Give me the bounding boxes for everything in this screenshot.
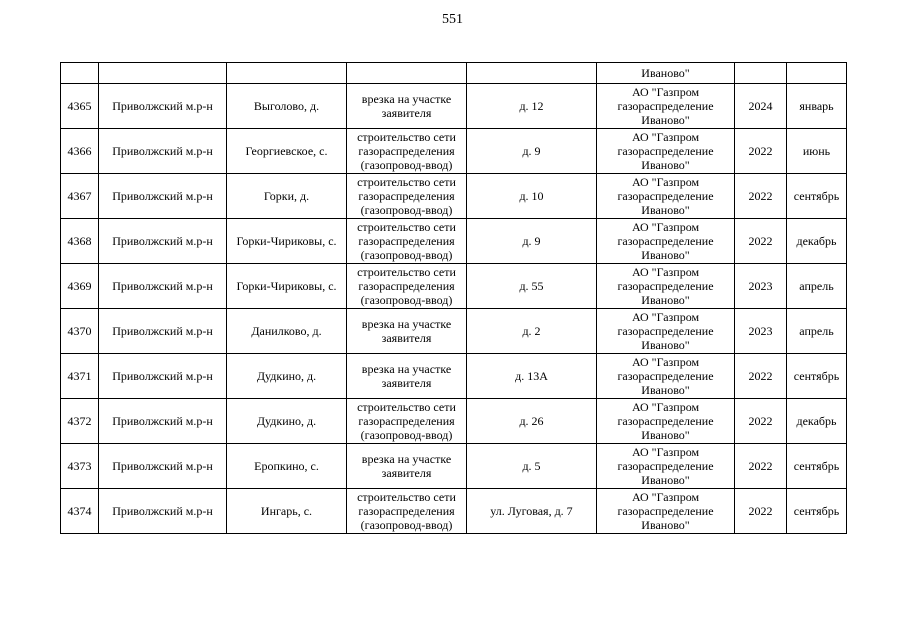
cell-settlement: Еропкино, с.: [227, 444, 347, 489]
cell-work: строительство сети газораспределения (газопровод-ввод): [347, 219, 467, 264]
cell-operator: АО "Газпром газораспределение Иваново": [597, 444, 735, 489]
cell-operator: АО "Газпром газораспределение Иваново": [597, 174, 735, 219]
cell-settlement: Данилково, д.: [227, 309, 347, 354]
cell-month: сентябрь: [787, 174, 847, 219]
cell-num: 4368: [61, 219, 99, 264]
cell-operator: АО "Газпром газораспределение Иваново": [597, 489, 735, 534]
table-row: [61, 264, 847, 309]
cell-address: д. 5: [467, 444, 597, 489]
cell-work: строительство сети газораспределения (газопровод-ввод): [347, 129, 467, 174]
cell-num: 4374: [61, 489, 99, 534]
cell-month: апрель: [787, 309, 847, 354]
table-row: [61, 489, 847, 534]
page-number: 551: [442, 12, 463, 27]
table-body: [61, 63, 847, 534]
cell-month: [787, 63, 847, 84]
cell-address: д. 13А: [467, 354, 597, 399]
cell-settlement: Горки-Чириковы, с.: [227, 219, 347, 264]
cell-address: д. 9: [467, 129, 597, 174]
cell-district: Приволжский м.р-н: [99, 489, 227, 534]
cell-district: Приволжский м.р-н: [99, 309, 227, 354]
cell-work: врезка на участке заявителя: [347, 309, 467, 354]
continuation-row: [61, 63, 847, 84]
table-row: [61, 444, 847, 489]
cell-year: 2022: [735, 354, 787, 399]
cell-month: январь: [787, 84, 847, 129]
cell-num: 4373: [61, 444, 99, 489]
cell-address: д. 10: [467, 174, 597, 219]
cell-month: декабрь: [787, 219, 847, 264]
cell-num: 4370: [61, 309, 99, 354]
cell-year: 2023: [735, 264, 787, 309]
cell-district: Приволжский м.р-н: [99, 174, 227, 219]
cell-operator: АО "Газпром газораспределение Иваново": [597, 264, 735, 309]
cell-district: Приволжский м.р-н: [99, 264, 227, 309]
cell-month: сентябрь: [787, 354, 847, 399]
cell-work: строительство сети газораспределения (газопровод-ввод): [347, 489, 467, 534]
cell-operator: АО "Газпром газораспределение Иваново": [597, 84, 735, 129]
cell-settlement: Дудкино, д.: [227, 399, 347, 444]
cell-district: [99, 63, 227, 84]
cell-num: 4365: [61, 84, 99, 129]
cell-year: 2022: [735, 444, 787, 489]
cell-operator: АО "Газпром газораспределение Иваново": [597, 129, 735, 174]
cell-work: [347, 63, 467, 84]
cell-address: д. 12: [467, 84, 597, 129]
cell-year: 2022: [735, 129, 787, 174]
cell-district: Приволжский м.р-н: [99, 399, 227, 444]
cell-settlement: Выголово, д.: [227, 84, 347, 129]
table-row: [61, 84, 847, 129]
cell-month: сентябрь: [787, 444, 847, 489]
cell-year: 2022: [735, 399, 787, 444]
cell-work: врезка на участке заявителя: [347, 444, 467, 489]
cell-month: июнь: [787, 129, 847, 174]
cell-address: д. 2: [467, 309, 597, 354]
cell-num: 4367: [61, 174, 99, 219]
cell-num: 4371: [61, 354, 99, 399]
cell-year: 2022: [735, 489, 787, 534]
cell-num: 4372: [61, 399, 99, 444]
cell-district: Приволжский м.р-н: [99, 129, 227, 174]
table-row: [61, 354, 847, 399]
cell-settlement: Ингарь, с.: [227, 489, 347, 534]
cell-work: строительство сети газораспределения (газопровод-ввод): [347, 399, 467, 444]
cell-work: врезка на участке заявителя: [347, 84, 467, 129]
table-row: [61, 399, 847, 444]
cell-month: декабрь: [787, 399, 847, 444]
cell-month: апрель: [787, 264, 847, 309]
cell-address: д. 9: [467, 219, 597, 264]
cell-operator: АО "Газпром газораспределение Иваново": [597, 219, 735, 264]
cell-num: 4366: [61, 129, 99, 174]
table-row: [61, 309, 847, 354]
cell-district: Приволжский м.р-н: [99, 84, 227, 129]
cell-work: врезка на участке заявителя: [347, 354, 467, 399]
cell-address: д. 55: [467, 264, 597, 309]
cell-operator: АО "Газпром газораспределение Иваново": [597, 354, 735, 399]
cell-district: Приволжский м.р-н: [99, 354, 227, 399]
table-row: [61, 219, 847, 264]
table-row: [61, 174, 847, 219]
cell-year: 2022: [735, 219, 787, 264]
cell-district: Приволжский м.р-н: [99, 219, 227, 264]
cell-operator: Иваново": [597, 63, 735, 84]
cell-operator: АО "Газпром газораспределение Иваново": [597, 399, 735, 444]
cell-num: 4369: [61, 264, 99, 309]
table-row: [61, 129, 847, 174]
cell-year: 2023: [735, 309, 787, 354]
cell-district: Приволжский м.р-н: [99, 444, 227, 489]
cell-work: строительство сети газораспределения (газопровод-ввод): [347, 174, 467, 219]
cell-settlement: Горки-Чириковы, с.: [227, 264, 347, 309]
cell-work: строительство сети газораспределения (газопровод-ввод): [347, 264, 467, 309]
cell-year: 2022: [735, 174, 787, 219]
cell-year: 2024: [735, 84, 787, 129]
cell-operator: АО "Газпром газораспределение Иваново": [597, 309, 735, 354]
cell-settlement: Горки, д.: [227, 174, 347, 219]
cell-address: [467, 63, 597, 84]
cell-settlement: Дудкино, д.: [227, 354, 347, 399]
gasification-table: [60, 62, 847, 534]
cell-num: [61, 63, 99, 84]
cell-settlement: Георгиевское, с.: [227, 129, 347, 174]
cell-address: д. 26: [467, 399, 597, 444]
cell-settlement: [227, 63, 347, 84]
cell-month: сентябрь: [787, 489, 847, 534]
cell-year: [735, 63, 787, 84]
cell-address: ул. Луговая, д. 7: [467, 489, 597, 534]
